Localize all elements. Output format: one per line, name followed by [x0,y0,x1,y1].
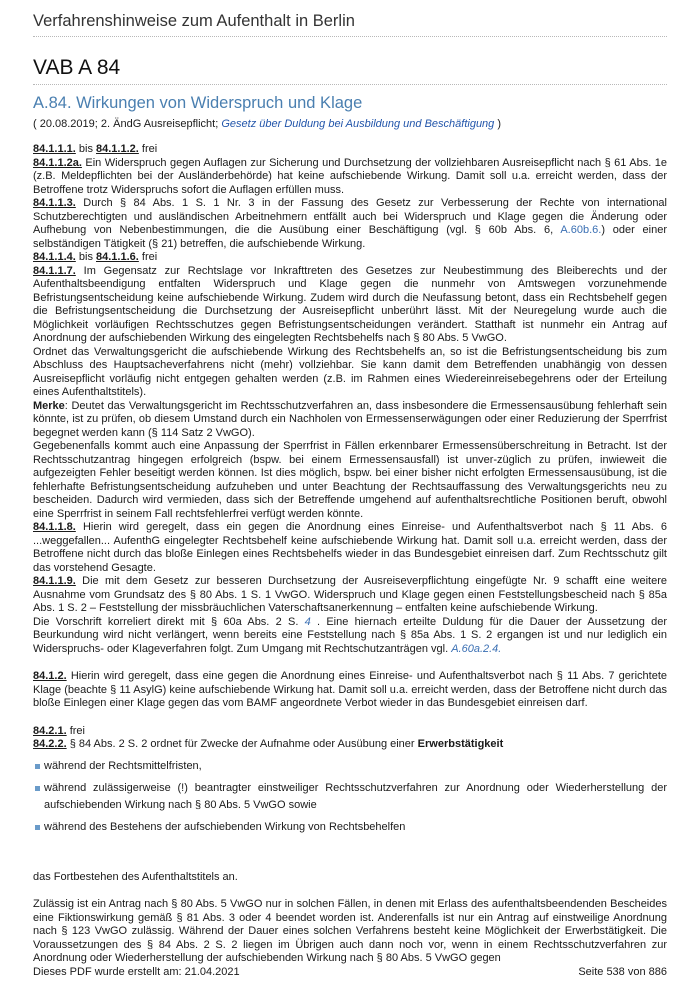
paragraph-84-1-1-8: 84.1.1.8. Hierin wird geregelt, dass ein gegen die Anordnung eines Einreise- und Aufenthaltsverbot nach § 11 Abs. 6 ...weggefallen... AufenthG eingelegter Rechtsbehelf keine aufschiebende Wirkung hat. Damit soll u.a. erreicht werden, dass der Betroffene nicht durch das bloße Einlegen eines Rechtsbehelfs wieder in das Bundesgebiet einreisen darf. Zum Rechtsschutz gilt das vorstehend Gesagte. [33,521,667,574]
header-rule [33,36,667,37]
paragraph-vg-order: Ordnet das Verwaltungsgericht die aufschiebende Wirkung des Rechtsbehelfs an, so ist die Befristungsentscheidung bis zum Abschluss des Hauptsacheverfahrens nicht (mehr) vollziehbar. Sie kann damit dem Betreffenden unabhängig von dessen Ausreisepflicht vorläufig nicht entgegen gehalten werden (z.B. im Rahmen eines Wiedereinreisebegehrens oder der Erteilung eines Aufenthaltstitels). [33,345,667,398]
paragraph-merke: Merke: Deutet das Verwaltungsgericht im Rechtsschutzverfahren an, dass insbesondere die Ermessensausübung fehlerhaft sein könnte, ist zu prüfen, ob diesem Umstand durch ein Nachholen von Ermessenserwägungen oder einer Reduzierung der Sperrfrist begegnet werden kann (§ 114 Satz 2 VwGO). [33,399,667,439]
section-title: A.84. Wirkungen von Widerspruch und Klage [33,94,363,112]
document-code: VAB A 84 [33,56,121,79]
list-item: während zulässigerweise (!) beantragter einstweiliger Rechtsschutzverfahren zur Anordnung oder Wiederherstellung der aufschiebenden Wirkung nach § 80 Abs. 5 VwGO sowie [33,780,667,814]
paragraph-84-1-1-7: 84.1.1.7. Im Gegensatz zur Rechtslage vor Inkrafttreten des Gesetzes zur Neubestimmung des Bleiberechts und der Aufenthaltsbeendigung entfalten Widerspruch und Klage gegen die nunmehr von Amtswegen vorzunehmende Befristungsentscheidung keine aufschiebende Wirkung. Zudem wird durch die Neufassung betont, dass ein Rechtsbehelf gegen die Befristungsentscheidung die Durchsetzung der Ausreisepflicht unberührt lässt. Mit der Neuregelung wurde auch die Möglichkeit vorläufigen Rechtsschutzes gegen Befristungsentscheidungen verändert. Statthaft ist nunmehr ein Antrag auf Anordnung der aufschiebenden Wirkung des eingelegten Rechtsbehelfs nach § 80 Abs. 5 VwGO. [33,264,667,344]
paragraph-84-2-1: 84.2.1. frei [33,724,85,737]
document-body [33,143,667,966]
link-60a-2-4[interactable]: 4 [304,615,311,628]
paragraph-fortbestehen: das Fortbestehen des Aufenthaltstitels an. [33,870,238,883]
paragraph-84-1-2: 84.1.2. Hierin wird geregelt, dass eine gegen die Anordnung eines Einreise- und Aufenthaltsverbot nach § 11 Abs. 7 gerichtete Klage (beachte § 11 AsylG) keine aufschiebende Wirkung hat. Damit soll u.a. erreicht werden, dass der Betroffene nicht durch das bloße Einlegen einer Klage gegen das vom BAMF angeordnete Verbot wieder in das Bundesgebiet einreisen darf. [33,670,667,709]
bullet-square-icon [35,825,40,830]
paragraph-84-1-1-2a: 84.1.1.2a. Ein Widerspruch gegen Auflagen zur Sicherung und Durchsetzung der vollziehbaren Ausreisepflicht nach § 61 Abs. 1e (z.B. Meldepflichten bei der Ausländerbehörde) hat keine aufschiebende Wirkung. Damit soll u.a. erreicht werden, dass der Betroffene trotz Widerspruchs sofort die Auflagen erfüllen muss. [33,156,667,196]
bullet-square-icon [35,764,40,769]
bullet-list [33,758,667,836]
link-a60b6[interactable]: A.60b.6. [560,224,602,236]
paragraph-korreliert: Die Vorschrift korreliert direkt mit § 60a Abs. 2 S. 4 . Eine hiernach erteilte Duldung für die Dauer der Aussetzung der Beurkundung wird nicht verlängert, wenn bereits eine Feststellung nach § 85a Abs. 1 S. 2 ergangen ist und nur lediglich ein Widerspruchs- oder Klageverfahren folgt. Zum Umgang mit Rechtschutzanträgen vgl. A.60a.2.4. [33,615,667,655]
paragraph-84-1-1-4: 84.1.1.4. bis 84.1.1.6. frei [33,251,158,263]
paragraph-84-1-1-3: 84.1.1.3. Durch § 84 Abs. 1 S. 1 Nr. 3 in der Fassung des Gesetz zur Verbesserung der Rechte von international Schutzberechtigten und ausländischen Arbeitnehmern entfällt auch bei Widerspruch und Klage gegen die Änderung oder Aufhebung von Nebenbestimmungen, die die Ausübung einer Beschäftigung (vgl. § 60b Abs. 6, A.60b.6.) oder einer selbständigen Tätigkeit (§ 21) betreffen, die aufschiebende Wirkung. [33,197,667,250]
law-link[interactable]: Gesetz über Duldung bei Ausbildung und Beschäftigung [221,118,495,130]
footer-created-date: Dieses PDF wurde erstellt am: 21.04.2021 [33,966,240,978]
title-rule [33,84,667,85]
paragraph-84-1-1-1: 84.1.1.1. bis 84.1.1.2. frei [33,143,158,155]
running-header: Verfahrenshinweise zum Aufenthalt in Berlin [33,12,355,30]
list-item: während des Bestehens der aufschiebenden Wirkung von Rechtsbehelfen [33,819,667,836]
list-item: während der Rechtsmittelfristen, [33,758,667,775]
paragraph-sperrfrist: Gegebenenfalls kommt auch eine Anpassung der Sperrfrist in Fällen erkennbarer Ermessensüberschreitung in Betracht. Ist der Rechtsschutzantrag hingegen erfolgreich (bspw. bei einem Ermessensausfall) ist unver-züglich zu prüfen, inwieweit die aufgezeigten Fehler beseitigt werden können. Ist dies möglich, bspw. bei einer bisher nicht erfolgten Ermessensausübung, ist die fehlerhafte Befristungsentscheidung aufzuheben und unter Beachtung der Rechtsauffassung des Verwaltungsgerichts neu zu bescheiden. Dadurch wird vermieden, dass sich der Betreffende umgehend auf aufenthaltsrechtliche Positionen beruft, obwohl eine Sperrfrist in seinem Fall rechtsfehlerfrei verfügt werden könnte. [33,440,667,520]
bullet-square-icon [35,786,40,791]
paragraph-zulaessig: Zulässig ist ein Antrag nach § 80 Abs. 5 VwGO nur in solchen Fällen, in denen mit Erlass des aufenthaltsbeendenden Bescheides eine Fiktionswirkung gemäß § 81 Abs. 3 oder 4 beendet worden ist. Anderenfalls ist nur ein Antrag auf einstweilige Anordnung nach § 123 VwGO zulässig. Während der Dauer eines solchen Verfahrens besteht keine Möglichkeit der Erwerbstätigkeit. Die Voraussetzungen des § 84 Abs. 2 S. 2 liegen im Übrigen auch dann noch vor, wenn in einem Rechtsschutzverfahren zur Anordnung oder Wiederherstellung der aufschiebenden Wirkung nach § 80 Abs. 5 VwGO gegen [33,898,667,964]
amendment-note: ( 20.08.2019; 2. ÄndG Ausreisepflicht; Gesetz über Duldung bei Ausbildung und Beschäftigung ) [33,118,502,130]
paragraph-84-1-1-9: 84.1.1.9. Die mit dem Gesetz zur besseren Durchsetzung der Ausreiseverpflichtung eingefügte Nr. 9 schafft eine weitere Ausnahme vom Grundsatz des § 80 Abs. 1 S. 1 VwGO. Widerspruch und Klage gegen einen Feststellungsbescheid nach § 85a Abs. 1 S. 2 – Feststellung der missbräuchlichen Vaterschaftsanerkennung – entfalten keine aufschiebende Wirkung. [33,575,667,614]
link-a60a24[interactable]: A.60a.2.4. [451,642,502,655]
paragraph-84-2-2: 84.2.2. § 84 Abs. 2 S. 2 ordnet für Zwecke der Aufnahme oder Ausübung einer Erwerbstätigkeit [33,738,504,750]
footer-page-number: Seite 538 von 886 [578,966,667,978]
